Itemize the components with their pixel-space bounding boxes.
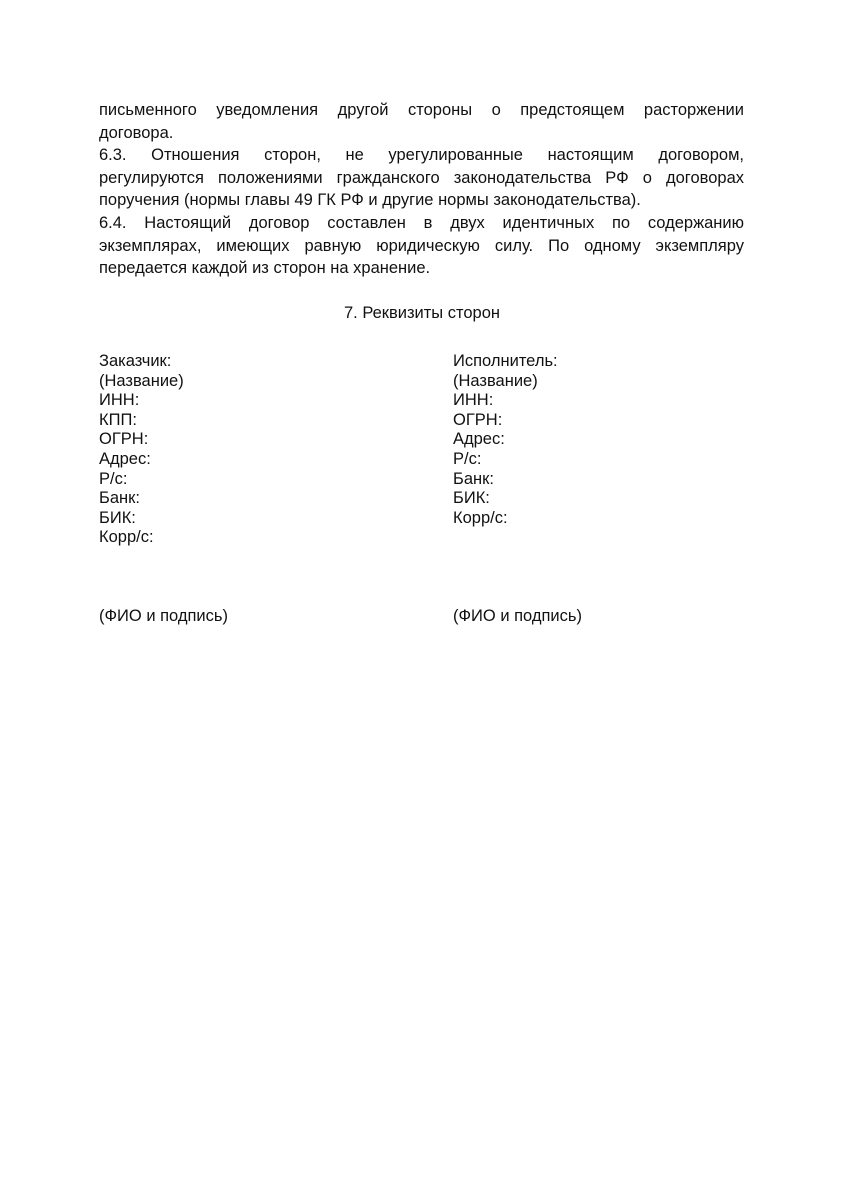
detail-field: БИК: [453, 489, 490, 508]
customer-signature: (ФИО и подпись) [99, 607, 228, 625]
customer-details [99, 352, 184, 548]
detail-field: Адрес: [453, 430, 505, 449]
detail-field: Адрес: [99, 449, 151, 468]
text-line: поручения (нормы главы 49 ГК РФ и другие нормы законодательства). [99, 191, 641, 210]
text-line: договора. [99, 123, 174, 142]
detail-field: Корр/с: [453, 508, 508, 527]
section-heading: 7. Реквизиты сторон [343, 304, 501, 322]
detail-field: Корр/с: [99, 528, 154, 547]
text-line: регулируются положениями гражданского законодательства РФ о договорах [99, 168, 744, 187]
detail-field: Исполнитель: [453, 352, 558, 370]
text-line: 6.3. Отношения сторон, не урегулированные настоящим договором, [99, 146, 744, 165]
detail-field: Р/с: [99, 469, 128, 488]
detail-field: (Название) [99, 371, 184, 390]
contractor-details [453, 352, 558, 528]
detail-field: Банк: [453, 469, 494, 488]
detail-field: КПП: [99, 410, 137, 429]
detail-field: ИНН: [99, 391, 140, 410]
contractor-signature: (ФИО и подпись) [453, 607, 582, 625]
detail-field: ОГРН: [453, 410, 503, 429]
text-line: передается каждой из сторон на хранение. [99, 259, 431, 278]
text-line: 6.4. Настоящий договор составлен в двух идентичных по содержанию [99, 213, 744, 232]
detail-field: (Название) [453, 371, 538, 390]
text-line: экземплярах, имеющих равную юридическую силу. По одному экземпляру [99, 236, 744, 255]
detail-field: Р/с: [453, 449, 482, 468]
detail-field: Заказчик: [99, 352, 172, 370]
detail-field: ОГРН: [99, 430, 149, 449]
detail-field: ИНН: [453, 391, 494, 410]
contract-clauses [99, 99, 744, 280]
text-line: письменного уведомления другой стороны о предстоящем расторжении [99, 101, 744, 119]
detail-field: БИК: [99, 508, 136, 527]
detail-field: Банк: [99, 489, 140, 508]
